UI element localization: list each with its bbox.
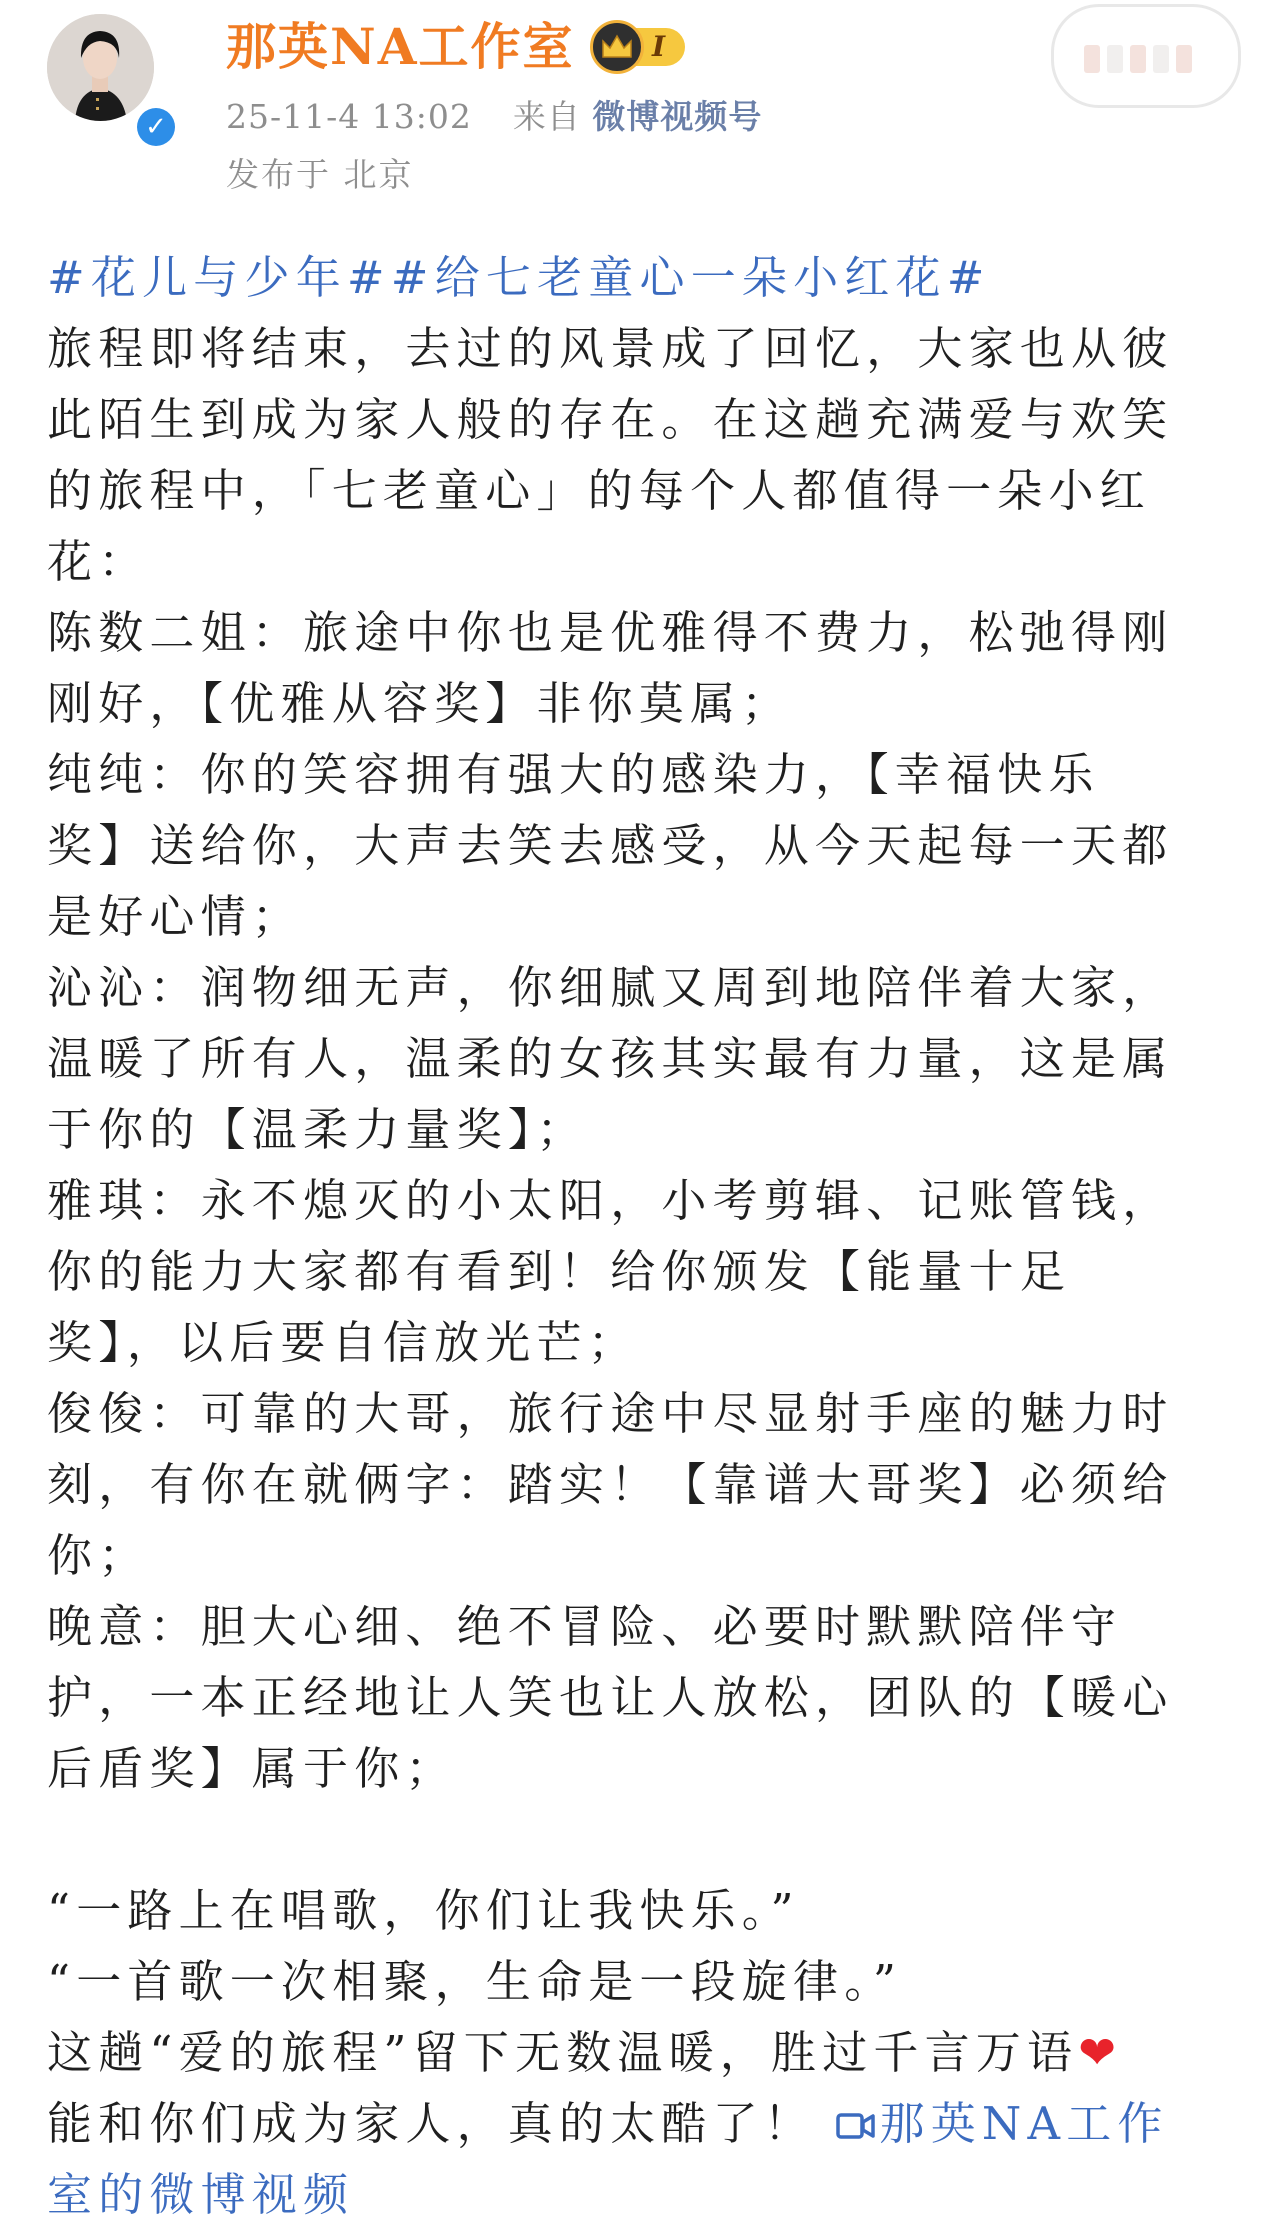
body-line: 晚意：胆大心细、绝不冒险、必要时默默陪伴守 <box>47 1600 1123 1653</box>
final-text: 能和你们成为家人，真的太酷了！ <box>47 2097 816 2150</box>
username[interactable]: 那英NA工作室 <box>226 17 575 76</box>
body-line: 你； <box>47 1529 150 1582</box>
body-line: 是好心情； <box>47 890 304 943</box>
body-line: 纯纯：你的笑容拥有强大的感染力，【幸福快乐 <box>47 748 1100 801</box>
member-level-badge[interactable] <box>590 18 685 76</box>
avatar-portrait-icon <box>47 14 154 121</box>
body-line: 的旅程中，「七老童心」的每个人都值得一朵小红 <box>47 464 1151 517</box>
avatar[interactable] <box>47 14 154 121</box>
heart-icon: ❤ <box>1078 2026 1116 2079</box>
closing-line <box>47 2017 1247 2088</box>
body-text <box>47 313 1247 1804</box>
body-line: 奖】送给你，大声去笑去感受，从今天起每一天都 <box>47 819 1174 872</box>
follow-label-blurred <box>1084 45 1204 73</box>
body-line: 护，一本正经地让人笑也让人放松，团队的【暖心 <box>47 1671 1174 1724</box>
body-line: 俊俊：可靠的大哥，旅行途中尽显射手座的魅力时 <box>47 1387 1174 1440</box>
video-link-text[interactable]: 那英NA工作 <box>879 2097 1169 2150</box>
body-line: 旅程即将结束，去过的风景成了回忆，大家也从彼 <box>47 322 1174 375</box>
quote-line: “一路上在唱歌，你们让我快乐。” <box>47 1884 800 1937</box>
quote-line: “一首歌一次相聚，生命是一段旋律。” <box>47 1955 903 2008</box>
body-line: 温暖了所有人，温柔的女孩其实最有力量，这是属 <box>47 1032 1174 1085</box>
level-label: I <box>630 28 685 66</box>
body-line: 刻，有你在就俩字：踏实！【靠谱大哥奖】必须给 <box>47 1458 1174 1511</box>
post-header <box>0 0 1280 215</box>
body-line: 你的能力大家都有看到！给你颁发【能量十足 <box>47 1245 1072 1298</box>
body-line: 沁沁：润物细无声，你细腻又周到地陪伴着大家， <box>47 961 1174 1014</box>
post-meta <box>226 92 762 142</box>
verified-check-icon: ✓ <box>137 108 175 146</box>
verified-badge <box>133 104 179 150</box>
body-line: 后盾奖】属于你； <box>47 1742 457 1795</box>
video-camera-icon <box>836 2109 876 2143</box>
body-line: 刚好，【优雅从容奖】非你莫属； <box>47 677 793 730</box>
body-line: 雅琪：永不熄灭的小太阳，小考剪辑、记账管钱， <box>47 1174 1174 1227</box>
paragraph-spacer <box>47 1804 1247 1875</box>
follow-button[interactable] <box>1051 4 1241 108</box>
source-link[interactable]: 微博视频号 <box>592 97 763 136</box>
timestamp: 25-11-4 13:02 <box>226 97 472 136</box>
body-line: 于你的【温柔力量奖】； <box>47 1103 588 1156</box>
body-line: 陈数二姐：旅途中你也是优雅得不费力，松弛得刚 <box>47 606 1174 659</box>
video-link[interactable] <box>836 2097 1169 2150</box>
body-line: 花： <box>47 535 150 588</box>
source-prefix: 来自 <box>512 97 581 136</box>
crown-icon <box>590 20 644 74</box>
video-link-continued[interactable]: 室的微博视频 <box>47 2168 355 2221</box>
hashtag-link[interactable]: #花儿与少年##给七老童心一朵小红花# <box>47 251 991 304</box>
closing-text: 这趟“爱的旅程”留下无数温暖，胜过千言万语 <box>47 2026 1079 2079</box>
body-line: 此陌生到成为家人般的存在。在这趟充满爱与欢笑 <box>47 393 1174 446</box>
body-line: 奖】，以后要自信放光芒； <box>47 1316 639 1369</box>
post-content <box>47 242 1247 2230</box>
final-line <box>47 2088 1247 2159</box>
post-location: 发布于 北京 <box>226 155 414 194</box>
